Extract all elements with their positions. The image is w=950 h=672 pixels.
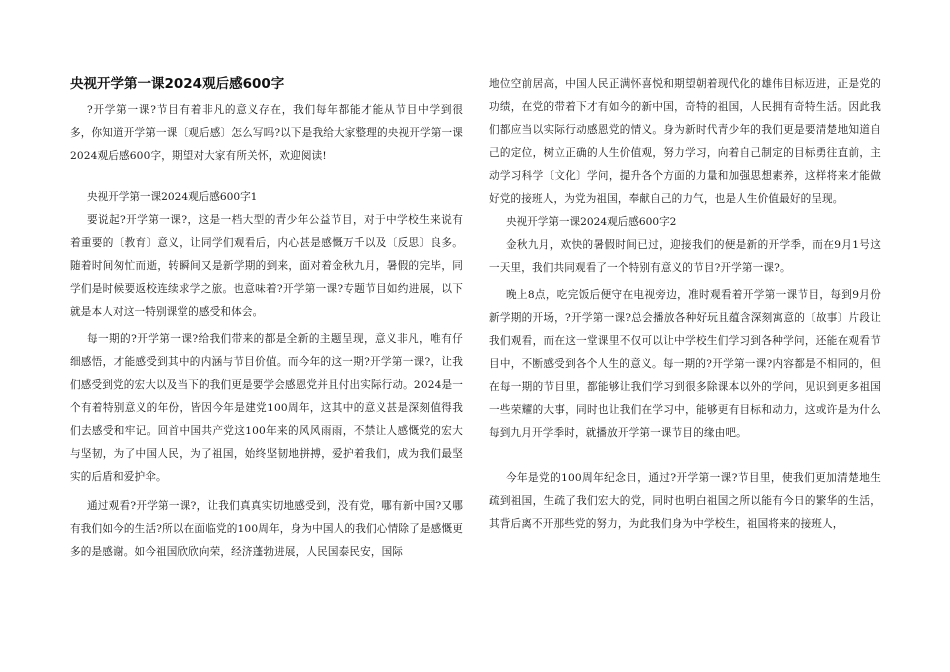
spacer (489, 445, 881, 467)
spacer (70, 168, 463, 186)
paragraph: 金秋九月，欢快的暑假时间已过，迎接我们的便是新的开学季，而在9月1号这一天里，我们共同观看了一个特别有意义的节目?开学第一课?。 (489, 239, 881, 274)
left-column (70, 70, 463, 564)
section-heading-1: 央视开学第一课2024观后感600字1 (86, 191, 258, 203)
paragraph: 晚上8点，吃完饭后便守在电视旁边，准时观看着开学第一课节目，每到9月份新学期的开场，?开学第一课?总会播放各种好玩且蕴含深刻寓意的〔故事〕片段让我们观看，而在这一堂课里不仅可以让中学校生们学习到各种学问，还能在观看节目中，不断感受到各个人生的意义。每一期的?开学第一课?内容都是不相同的，但在每一期的节目里，都能够让我们学习到很多除课本以外的学问，见识到更多祖国一些荣耀的大事，同时也让我们在学习中，能够更有目标和动力，这或许是为什么每到九月开学季时，就播放开学第一课节目的缘由吧。 (489, 289, 881, 439)
intro-paragraph: ?开学第一课?节目有着非凡的意义存在，我们每年都能才能从节目中学到很多，你知道开学第一课〔观后感〕怎么写吗?以下是我给大家整理的央视开学第一课2024观后感600字，期望对大家有所关怀，欢迎阅读! (70, 104, 463, 162)
document-title: 央视开学第一课2024观后感600字 (70, 76, 285, 92)
paragraph: 通过观看?开学第一课?，让我们真真实切地感受到，没有党，哪有新中国?又哪有我们如今的生活?所以在面临党的100周年，身为中国人的我们心情除了是感慨更多的是感谢。如今祖国欣欣向荣，经济蓬勃进展，人民国泰民安，国际 (70, 500, 463, 558)
section-heading-2: 央视开学第一课2024观后感600字2 (505, 216, 677, 228)
paragraph: 每一期的?开学第一课?给我们带来的都是全新的主题呈现，意义非凡，唯有仔细感悟，才能感受到其中的内涵与节目价值。而今年的这一期?开学第一课?，让我们感受到党的宏大以及当下的我们更是要学会感恩党并且付出实际行动。2024是一个有着特别意义的年份，皆因今年是建党100周年，这其中的意义甚是深刻值得我们去感受和牢记。回首中国共产党这100年来的风风雨雨，不禁让人感慨党的宏大与坚韧，为了中国人民，为了祖国，始终坚韧地拼搏，爱护着我们，成为我们最坚实的后盾和爱护伞。 (70, 333, 463, 483)
paragraph: 今年是党的100周年纪念日，通过?开学第一课?节目里，使我们更加清楚地生疏到祖国，生疏了我们宏大的党，同时也明白祖国之所以能有今日的繁华的生活，其背后离不开那些党的努力，为此我们身为中学校生，祖国将来的接班人， (489, 472, 881, 530)
right-column (489, 73, 881, 536)
paragraph: 地位空前居高，中国人民正满怀喜悦和期望朝着现代化的雄伟目标迈进，正是党的功绩，在党的带着下才有如今的新中国，奇特的祖国，人民拥有奇特生活。因此我们都应当以实际行动感恩党的情义。身为新时代青少年的我们更是要清楚地知道自己的定位，树立正确的人生价值观，努力学习，向着自己制定的目标勇往直前，主动学习科学〔文化〕学问，提升各个方面的力量和加强思想素养，这样将来才能做好党的接班人，为党为祖国，奉献自己的力气，也是人生价值最好的呈现。 (489, 78, 881, 205)
paragraph: 要说起?开学第一课?，这是一档大型的青少年公益节目，对于中学校生来说有着重要的〔教育〕意义，让同学们观看后，内心甚是感慨万千以及〔反思〕良多。随着时间匆忙而逝，转瞬间又是新学期的到来，面对着金秋九月，暑假的完毕，同学们是时候要返校连续求学之旅。也意味着?开学第一课?专题节目如约进展，以下就是本人对这一特别课堂的感受和体会。 (70, 214, 463, 318)
